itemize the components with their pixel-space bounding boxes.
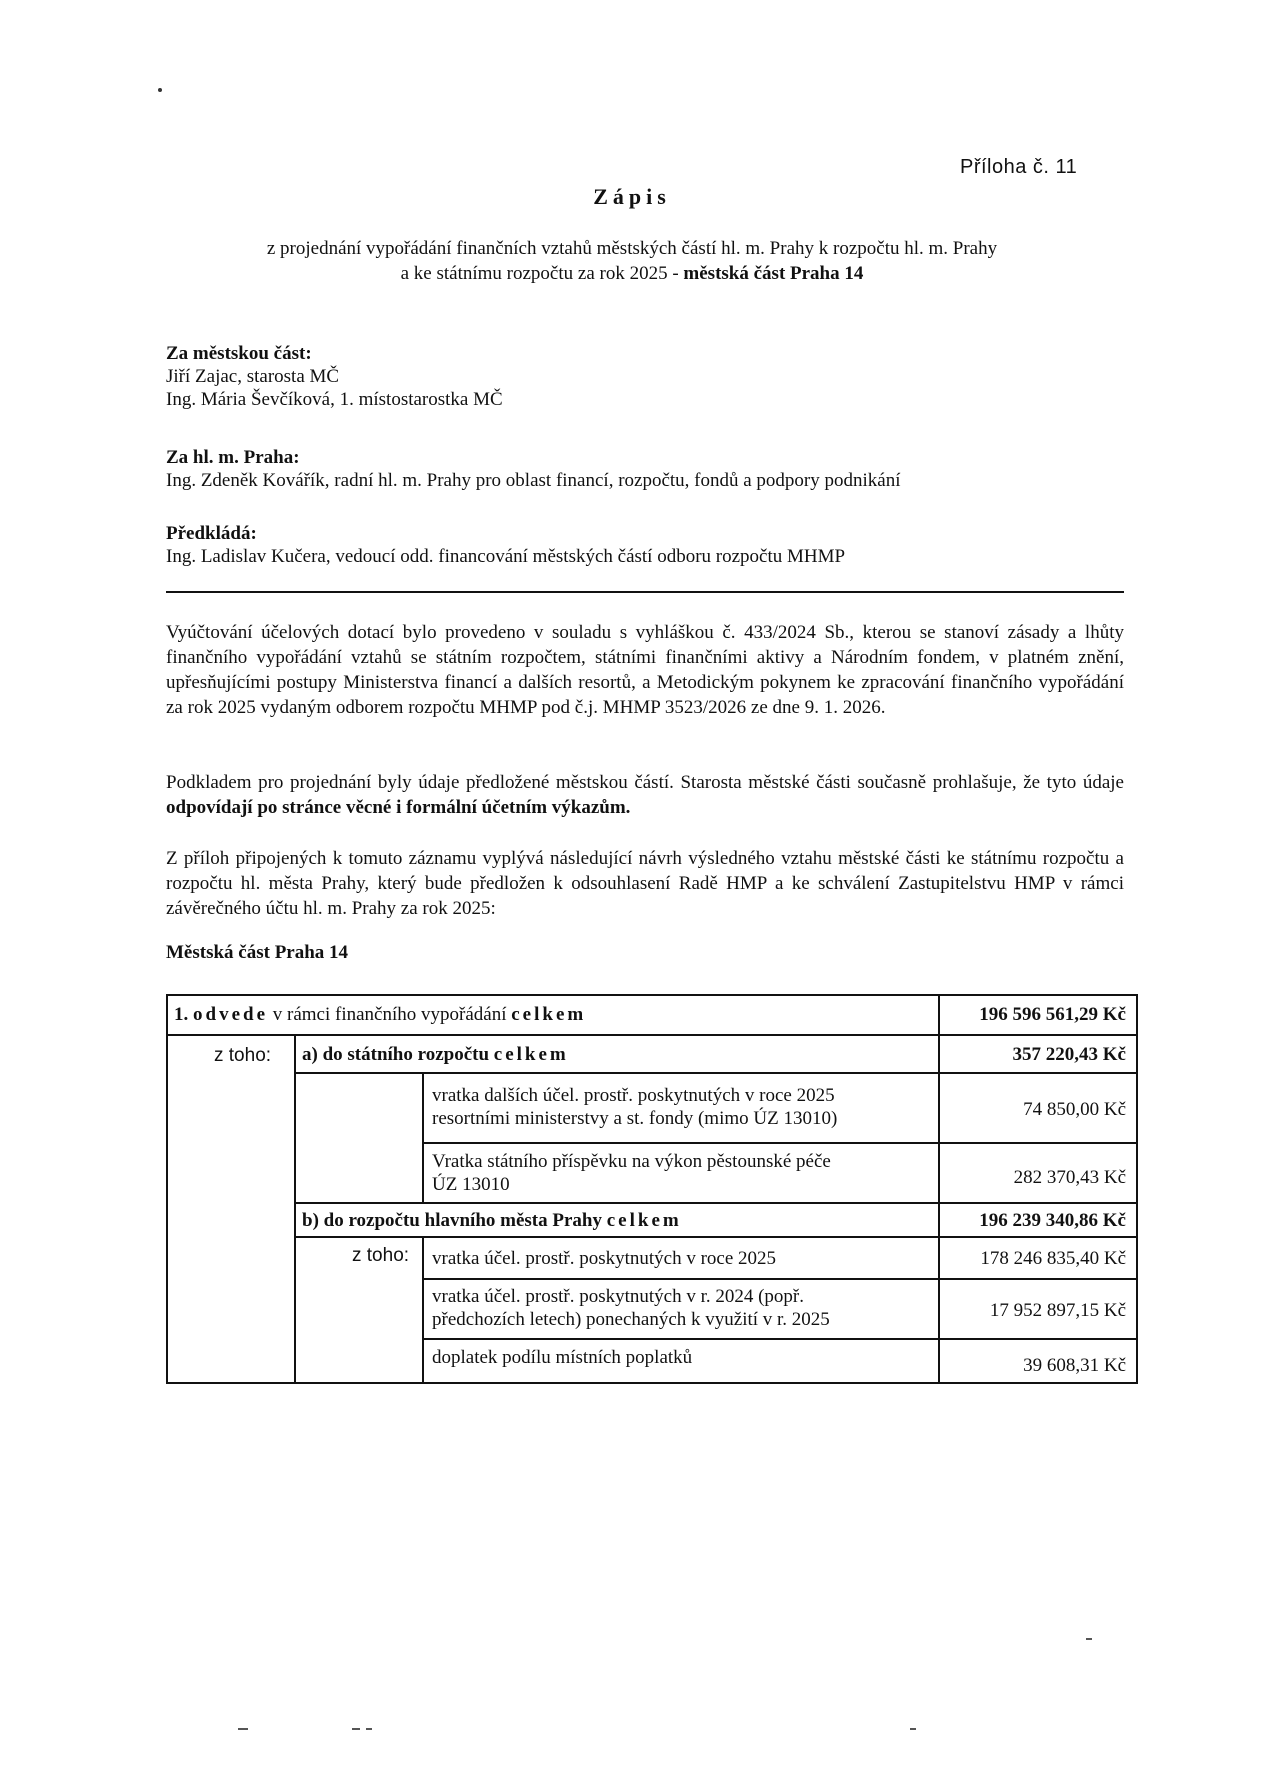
table-row-1-text: v rámci finančního vypořádání: [272, 1004, 507, 1025]
table-row-1-odvede: odvede: [193, 1004, 268, 1025]
table-row-a-amount: 357 220,43 Kč: [1012, 1044, 1126, 1065]
section-title: Městská část Praha 14: [166, 942, 349, 963]
scan-mark: [910, 1728, 916, 1730]
table-ztoho-1-label: z toho:: [214, 1045, 272, 1066]
table-row-1-amount: 196 596 561,29 Kč: [979, 1004, 1126, 1025]
scan-mark: [366, 1728, 372, 1730]
table-row-1-number: 1.: [174, 1004, 189, 1025]
table-row-a2-amount: 282 370,43 Kč: [1013, 1167, 1126, 1188]
page-title: Zápis: [593, 184, 671, 209]
table-row-b2-line2: předchozích letech) ponechaných k využití v r. 2025: [432, 1309, 830, 1330]
scan-mark: [238, 1728, 248, 1730]
subtitle-line1: z projednání vypořádání finančních vztahů městských částí hl. m. Prahy k rozpočtu hl. m. Prahy: [266, 238, 998, 259]
table-row-a-celkem: celkem: [493, 1044, 569, 1065]
table-row-b2-amount: 17 952 897,15 Kč: [989, 1300, 1126, 1321]
scan-mark: [1086, 1638, 1092, 1640]
table-row-a-indent-cell: [294, 1072, 424, 1204]
divider-rule: [166, 591, 1124, 593]
za-mestskou-cast-block: [166, 342, 503, 411]
table-row-a2-label: [432, 1150, 831, 1196]
person-mistostarostka: Ing. Mária Ševčíková, 1. místostarostka MČ: [166, 389, 503, 410]
table-row-b1-amount: 178 246 835,40 Kč: [980, 1248, 1126, 1269]
table-row-b-amount: 196 239 340,86 Kč: [979, 1210, 1126, 1231]
table-row-b2-line1: vratka účel. prostř. poskytnutých v r. 2024 (popř.: [432, 1286, 805, 1307]
table-row-a1-line1: vratka dalších účel. prostř. poskytnutých v roce 2025: [432, 1085, 835, 1106]
attachment-label: Příloha č. 11: [960, 156, 1078, 178]
table-row-b-label: [302, 1209, 682, 1232]
table-ztoho-2-label: z toho:: [352, 1245, 410, 1266]
paragraph-podkladem: [166, 770, 1124, 820]
person-predkladatel: Ing. Ladislav Kučera, vedoucí odd. financování městských částí odboru rozpočtu MHMP: [166, 546, 846, 567]
paragraph-z-priloh: Z příloh připojených k tomuto záznamu vyplývá následující návrh výsledného vztahu městské části ke státnímu rozpočtu a rozpočtu hl. města Prahy, který bude předložen k odsouhlasení Radě HMP a ke schválení Zastupitelstvu HMP v rámci závěrečného účtu hl. m. Prahy za rok 2025:: [166, 848, 1124, 919]
table-row-b3-amount: 39 608,31 Kč: [1023, 1355, 1126, 1376]
person-radni: Ing. Zdeněk Kovářík, radní hl. m. Prahy pro oblast financí, rozpočtu, fondů a podpory podnikání: [166, 470, 901, 491]
paragraph-podkladem-text: Podkladem pro projednání byly údaje předložené městskou částí. Starosta městské části současně prohlašuje, že tyto údaje: [166, 772, 1124, 793]
subtitle-line2: [150, 261, 1114, 286]
table-row-a2-line1: Vratka státního příspěvku na výkon pěstounské péče: [432, 1151, 831, 1172]
predklada-label: Předkládá:: [166, 523, 257, 544]
table-row-b2-label: [432, 1285, 830, 1331]
table-row-b-celkem: celkem: [606, 1210, 682, 1231]
table-row-a1-line2: resortními ministerstvy a st. fondy (mimo ÚZ 13010): [432, 1108, 838, 1129]
za-hl-m-praha-label: Za hl. m. Praha:: [166, 447, 300, 468]
table-row-a-text: a) do státního rozpočtu: [302, 1044, 490, 1065]
settlement-table: [166, 994, 1138, 1384]
table-row-b3-text: doplatek podílu místních poplatků: [432, 1347, 693, 1368]
za-hl-m-praha-block: [166, 446, 901, 492]
table-row-1-celkem: celkem: [511, 1004, 587, 1025]
table-row-1-label: [174, 1003, 586, 1026]
table-row-b-text: b) do rozpočtu hlavního města Prahy: [302, 1210, 602, 1231]
table-ztoho-1-cell: [166, 1034, 296, 1384]
za-mestskou-cast-label: Za městskou část:: [166, 343, 312, 364]
subtitle-line2-bold: městská část Praha 14: [683, 263, 864, 284]
table-row-a1-label: [432, 1084, 837, 1130]
table-row-b1-text: vratka účel. prostř. poskytnutých v roce 2025: [432, 1248, 777, 1269]
scan-mark: [352, 1728, 360, 1730]
scan-speck: [158, 88, 162, 92]
paragraph-vyuctovani: Vyúčtování účelových dotací bylo provedeno v souladu s vyhláškou č. 433/2024 Sb., kterou se stanoví zásady a lhůty finančního vypořádání vztahů se státním rozpočtem, státními finančními aktivy a Národním fondem, v platném znění, upřesňujícími postupy Ministerstva financí a dalších resortů, a Metodickým pokynem ke zpracování finančního vypořádání za rok 2025 vydaným odborem rozpočtu MHMP pod č.j. MHMP 3523/2026 ze dne 9. 1. 2026.: [166, 622, 1124, 718]
subtitle: [150, 236, 1114, 286]
paragraph-podkladem-bold: odpovídají po stránce věcné i formální účetním výkazům.: [166, 797, 631, 818]
subtitle-line2-prefix: a ke státnímu rozpočtu za rok 2025 -: [400, 263, 684, 284]
predklada-block: [166, 522, 845, 568]
table-row-a2-line2: ÚZ 13010: [432, 1174, 510, 1195]
table-row-a1-amount: 74 850,00 Kč: [1023, 1099, 1126, 1120]
person-starosta: Jiří Zajac, starosta MČ: [166, 366, 340, 387]
table-row-a-label: [302, 1043, 569, 1066]
